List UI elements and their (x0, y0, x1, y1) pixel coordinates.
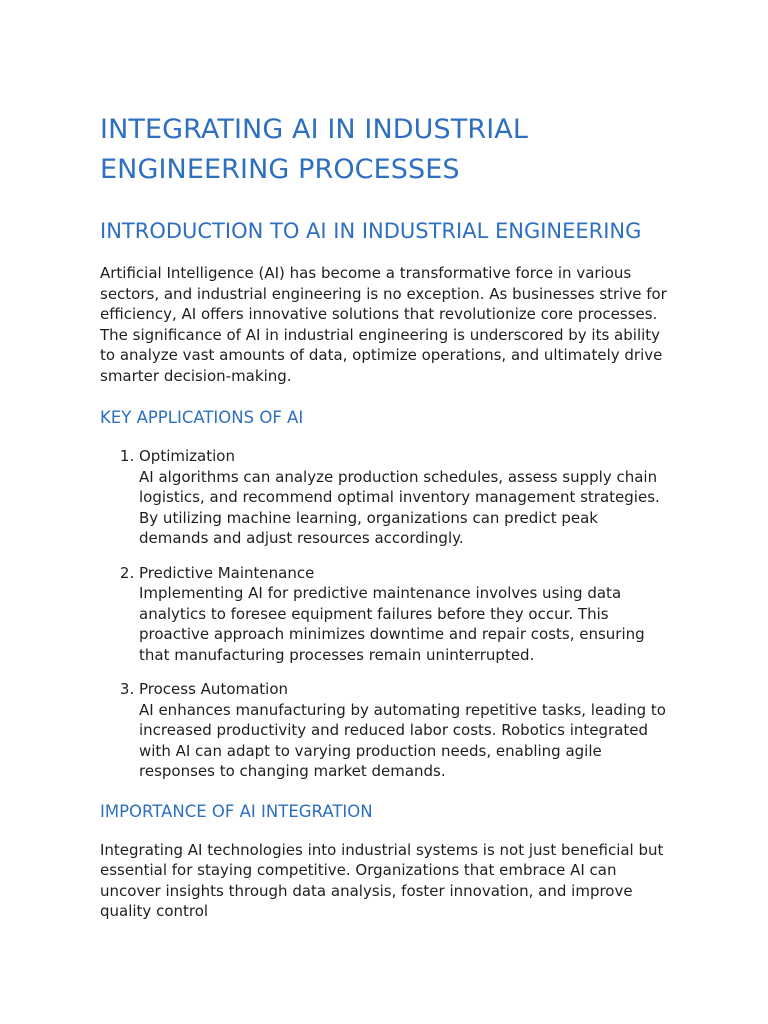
intro-heading: INTRODUCTION TO AI IN INDUSTRIAL ENGINEERING (100, 219, 642, 243)
application-title: 3. Process Automation (139, 680, 289, 698)
applications-heading: KEY APPLICATIONS OF AI (100, 408, 304, 427)
intro-paragraph: Artificial Intelligence (AI) has become a transformative force in various sectors, and industrial engineering is no exception. As businesses strive for efficiency, AI offers innovative solutions that revolutionize core processes. The significance of AI in industrial engineering is underscored by its ability to analyze vast amounts of data, optimize operations, and ultimately drive smarter decision-making. (100, 264, 667, 385)
list-item (139, 563, 672, 666)
application-title: 1. Optimization (139, 447, 235, 465)
application-description: Implementing AI for predictive maintenance involves using data analytics to foresee equipment failures before they occur. This proactive approach minimizes downtime and repair costs, ensuring that manufacturing processes remain uninterrupted. (139, 584, 645, 664)
list-item (139, 446, 672, 549)
importance-heading: IMPORTANCE OF AI INTEGRATION (100, 801, 373, 821)
list-item (139, 679, 672, 782)
document-title: INTEGRATING AI IN INDUSTRIAL ENGINEERING PROCESSES (100, 114, 528, 185)
application-description: AI enhances manufacturing by automating repetitive tasks, leading to increased productivity and reduced labor costs. Robotics integrated with AI can adapt to varying production needs, enabling agile responses to changing market demands. (139, 700, 666, 780)
importance-paragraph: Integrating AI technologies into industrial systems is not just beneficial but essential for staying competitive. Organizations that embrace AI can uncover insights through data analysis, foster innovation, and improve quality control (100, 840, 664, 920)
application-description: AI algorithms can analyze production schedules, assess supply chain logistics, and recommend optimal inventory management strategies. By utilizing machine learning, organizations can predict peak demands and adjust resources accordingly. (139, 467, 660, 547)
document-page (100, 110, 672, 922)
application-title: 2. Predictive Maintenance (139, 563, 315, 582)
applications-list (100, 446, 672, 782)
